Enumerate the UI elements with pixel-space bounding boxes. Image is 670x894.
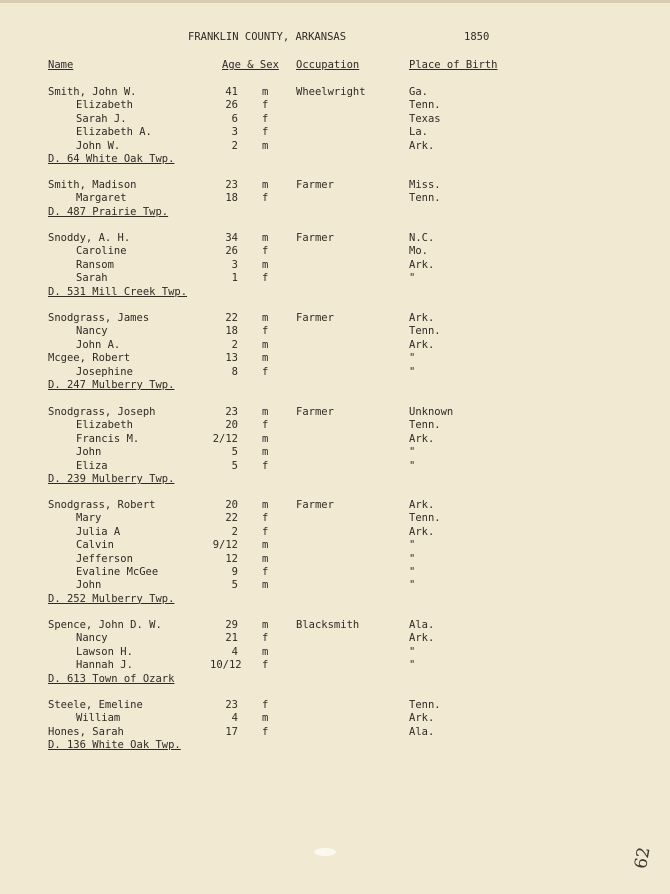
person-age: 6: [231, 112, 238, 125]
person-birthplace: ": [409, 579, 416, 592]
person-name: Snoddy, A. H.: [48, 232, 131, 244]
household-member-row: [0, 553, 670, 566]
dwelling-reference: D. 247 Mulberry Twp.: [48, 378, 175, 391]
household: [0, 499, 670, 606]
person-age: 20: [225, 499, 238, 511]
person-birthplace: ": [409, 365, 416, 378]
person-sex: m: [262, 432, 269, 445]
household-member-row: [0, 245, 670, 258]
person-name: Elizabeth: [76, 99, 133, 112]
dwelling-reference-row: [0, 473, 670, 486]
person-name: Eliza: [76, 459, 108, 472]
person-age: 22: [225, 512, 238, 525]
census-year: 1850: [464, 31, 490, 43]
dwelling-reference: D. 252 Mulberry Twp.: [48, 592, 175, 605]
household-member-row: [0, 113, 670, 126]
person-age: 5: [231, 459, 238, 472]
person-name: Nancy: [76, 632, 108, 645]
dwelling-reference: D. 613 Town of Ozark: [48, 672, 175, 685]
household-member-row: [0, 140, 670, 153]
person-age: 17: [225, 725, 238, 738]
person-age: 23: [225, 699, 238, 711]
person-sex: f: [262, 126, 269, 139]
person-birthplace: Ark.: [409, 338, 435, 351]
person-age: 18: [225, 325, 238, 338]
person-sex: f: [262, 565, 269, 578]
person-birthplace: Tenn.: [409, 419, 441, 432]
household-head-row: [0, 179, 670, 192]
person-birthplace: Ark.: [409, 432, 435, 445]
person-name: Snodgrass, James: [48, 312, 150, 324]
person-sex: m: [262, 446, 269, 459]
person-sex: m: [262, 352, 269, 365]
person-name: Steele, Emeline: [48, 699, 143, 711]
dwelling-reference-row: [0, 286, 670, 299]
person-birthplace: Tenn.: [409, 699, 441, 711]
person-age: 23: [225, 406, 238, 418]
person-birthplace: Ga.: [409, 86, 428, 98]
person-sex: f: [262, 245, 269, 258]
person-birthplace: Ark.: [409, 632, 435, 645]
column-occupation: Occupation: [296, 59, 360, 71]
person-age: 18: [225, 192, 238, 205]
person-name: John: [76, 446, 102, 459]
person-age: 26: [225, 245, 238, 258]
person-name: Nancy: [76, 325, 108, 338]
household-member-row: [0, 99, 670, 112]
household: [0, 232, 670, 299]
person-sex: m: [262, 338, 269, 351]
person-sex: m: [262, 552, 269, 565]
person-sex: m: [262, 499, 269, 511]
person-age: 1: [231, 272, 238, 285]
person-birthplace: ": [409, 272, 416, 285]
household: [0, 179, 670, 219]
person-birthplace: ": [409, 645, 416, 658]
person-age: 3: [231, 258, 238, 271]
dwelling-reference-row: [0, 153, 670, 166]
person-birthplace: Tenn.: [409, 99, 441, 112]
person-name: Smith, Madison: [48, 179, 137, 191]
person-sex: f: [262, 725, 269, 738]
person-age: 34: [225, 232, 238, 244]
household: [0, 699, 670, 753]
person-name: Elizabeth: [76, 419, 133, 432]
person-birthplace: Ark.: [409, 712, 435, 725]
person-age: 8: [231, 365, 238, 378]
person-sex: f: [262, 512, 269, 525]
person-sex: f: [262, 99, 269, 112]
person-sex: m: [262, 712, 269, 725]
column-headers: [0, 59, 670, 75]
person-occupation: Farmer: [296, 179, 334, 191]
household-member-row: [0, 352, 670, 365]
person-sex: m: [262, 539, 269, 552]
household-member-row: [0, 646, 670, 659]
person-age: 20: [225, 419, 238, 432]
dwelling-reference: D. 64 White Oak Twp.: [48, 152, 175, 165]
person-sex: m: [262, 579, 269, 592]
household-head-row: [0, 499, 670, 512]
household-head-row: [0, 619, 670, 632]
person-age: 41: [225, 86, 238, 98]
dwelling-reference-row: [0, 673, 670, 686]
household-head-row: [0, 312, 670, 325]
page-number: 62: [631, 845, 655, 871]
household-member-row: [0, 419, 670, 432]
person-sex: f: [262, 419, 269, 432]
person-occupation: Farmer: [296, 312, 334, 324]
household-member-row: [0, 126, 670, 139]
dwelling-reference-row: [0, 379, 670, 392]
household-member-row: [0, 579, 670, 592]
household-member-row: [0, 192, 670, 205]
household-member-row: [0, 460, 670, 473]
person-name: Evaline McGee: [76, 565, 159, 578]
household: [0, 312, 670, 392]
column-name: Name: [48, 59, 74, 71]
person-sex: m: [262, 86, 269, 98]
person-age: 5: [231, 446, 238, 459]
person-age: 2: [231, 525, 238, 538]
person-name: Jefferson: [76, 552, 133, 565]
person-birthplace: Mo.: [409, 245, 428, 258]
household-member-row: [0, 539, 670, 552]
person-sex: m: [262, 179, 269, 191]
person-occupation: Farmer: [296, 232, 334, 244]
person-age: 2: [231, 338, 238, 351]
person-name: Elizabeth A.: [76, 126, 152, 139]
person-sex: m: [262, 406, 269, 418]
household-member-row: [0, 325, 670, 338]
household-member-row: [0, 272, 670, 285]
person-birthplace: ": [409, 659, 416, 672]
person-sex: m: [262, 645, 269, 658]
person-name: Snodgrass, Robert: [48, 499, 156, 511]
person-birthplace: Tenn.: [409, 512, 441, 525]
person-birthplace: Ark.: [409, 499, 435, 511]
household: [0, 619, 670, 686]
person-name: Sarah: [76, 272, 108, 285]
person-age: 23: [225, 179, 238, 191]
person-name: John W.: [76, 139, 121, 152]
person-birthplace: Miss.: [409, 179, 441, 191]
dwelling-reference: D. 531 Mill Creek Twp.: [48, 285, 188, 298]
person-birthplace: N.C.: [409, 232, 435, 244]
person-birthplace: ": [409, 352, 416, 365]
person-name: William: [76, 712, 121, 725]
person-name: Margaret: [76, 192, 127, 205]
person-birthplace: ": [409, 459, 416, 472]
household-member-row: [0, 366, 670, 379]
household-member-row: [0, 659, 670, 672]
column-age-sex: Age & Sex: [222, 59, 279, 71]
person-sex: f: [262, 459, 269, 472]
person-age: 10/12: [210, 659, 242, 672]
household-member-row: [0, 446, 670, 459]
person-name: Caroline: [76, 245, 127, 258]
household-member-row: [0, 512, 670, 525]
person-age: 12: [225, 552, 238, 565]
person-name: Spence, John D. W.: [48, 619, 162, 631]
person-age: 4: [231, 712, 238, 725]
person-sex: m: [262, 312, 269, 324]
person-name: Francis M.: [76, 432, 140, 445]
column-place-of-birth: Place of Birth: [409, 59, 498, 71]
person-name: Josephine: [76, 365, 133, 378]
household-member-row: [0, 259, 670, 272]
person-age: 13: [225, 352, 238, 365]
person-name: Lawson H.: [76, 645, 133, 658]
person-age: 9: [231, 565, 238, 578]
dwelling-reference-row: [0, 739, 670, 752]
person-name: Hones, Sarah: [48, 725, 124, 738]
person-sex: f: [262, 192, 269, 205]
person-birthplace: ": [409, 565, 416, 578]
person-sex: m: [262, 258, 269, 271]
household-member-row: [0, 433, 670, 446]
person-sex: f: [262, 112, 269, 125]
household-head-row: [0, 406, 670, 419]
household: [0, 406, 670, 486]
person-birthplace: Ala.: [409, 619, 435, 631]
person-age: 9/12: [212, 539, 238, 552]
household-member-row: [0, 726, 670, 739]
person-birthplace: Ala.: [409, 725, 435, 738]
household-head-row: [0, 699, 670, 712]
person-age: 2: [231, 139, 238, 152]
person-sex: f: [262, 325, 269, 338]
person-age: 29: [225, 619, 238, 631]
household-head-row: [0, 86, 670, 99]
person-sex: f: [262, 699, 269, 711]
person-sex: m: [262, 619, 269, 631]
dwelling-reference-row: [0, 593, 670, 606]
person-name: Snodgrass, Joseph: [48, 406, 156, 418]
person-birthplace: La.: [409, 126, 428, 139]
person-birthplace: Ark.: [409, 525, 435, 538]
person-birthplace: Texas: [409, 112, 441, 125]
dwelling-reference: D. 136 White Oak Twp.: [48, 739, 181, 752]
page-header: [0, 31, 670, 47]
person-birthplace: ": [409, 446, 416, 459]
person-birthplace: Unknown: [409, 406, 454, 418]
person-occupation: Blacksmith: [296, 619, 360, 631]
dwelling-reference-row: [0, 206, 670, 219]
dwelling-reference: D. 239 Mulberry Twp.: [48, 472, 175, 485]
household-member-row: [0, 712, 670, 725]
household-member-row: [0, 339, 670, 352]
person-age: 4: [231, 645, 238, 658]
person-age: 2/12: [212, 432, 238, 445]
person-birthplace: Ark.: [409, 139, 435, 152]
person-occupation: Wheelwright: [296, 86, 366, 98]
person-age: 22: [225, 312, 238, 324]
person-occupation: Farmer: [296, 406, 334, 418]
household: [0, 86, 670, 166]
person-name: Ransom: [76, 258, 114, 271]
person-birthplace: Tenn.: [409, 325, 441, 338]
person-age: 26: [225, 99, 238, 112]
person-name: Calvin: [76, 539, 114, 552]
person-sex: f: [262, 632, 269, 645]
county-title: FRANKLIN COUNTY, ARKANSAS: [188, 31, 347, 43]
household-member-row: [0, 526, 670, 539]
person-name: Smith, John W.: [48, 86, 137, 98]
household-member-row: [0, 632, 670, 645]
person-sex: m: [262, 139, 269, 152]
person-name: John: [76, 579, 102, 592]
person-age: 3: [231, 126, 238, 139]
person-birthplace: Ark.: [409, 258, 435, 271]
person-name: Sarah J.: [76, 112, 127, 125]
dwelling-reference: D. 487 Prairie Twp.: [48, 205, 169, 218]
person-sex: f: [262, 659, 269, 672]
person-name: Mary: [76, 512, 102, 525]
person-name: Mcgee, Robert: [48, 352, 131, 365]
paper-blemish: [314, 848, 336, 856]
person-birthplace: Tenn.: [409, 192, 441, 205]
person-age: 5: [231, 579, 238, 592]
household-head-row: [0, 232, 670, 245]
person-birthplace: Ark.: [409, 312, 435, 324]
person-sex: f: [262, 525, 269, 538]
person-occupation: Farmer: [296, 499, 334, 511]
person-name: Hannah J.: [76, 659, 133, 672]
household-member-row: [0, 566, 670, 579]
person-birthplace: ": [409, 539, 416, 552]
person-sex: m: [262, 232, 269, 244]
person-sex: f: [262, 365, 269, 378]
page-top-edge: [0, 0, 670, 3]
person-name: John A.: [76, 338, 121, 351]
person-sex: f: [262, 272, 269, 285]
person-age: 21: [225, 632, 238, 645]
person-name: Julia A: [76, 525, 121, 538]
person-birthplace: ": [409, 552, 416, 565]
